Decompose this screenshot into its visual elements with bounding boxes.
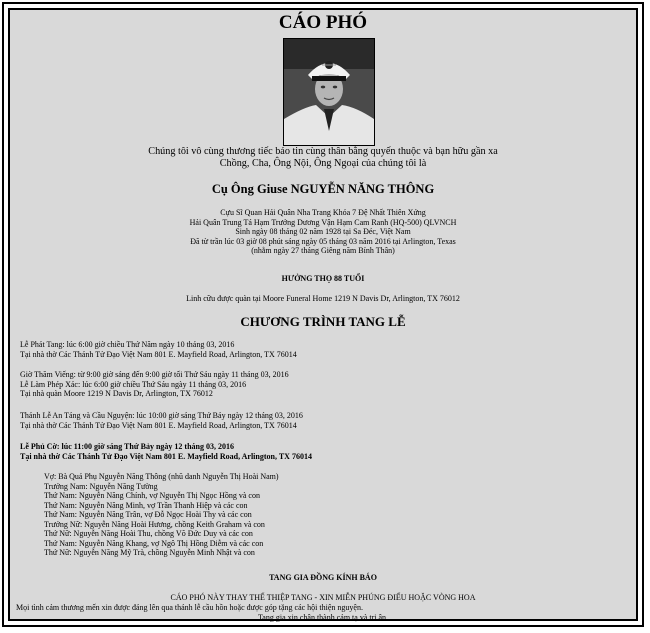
intro-line-2: Chồng, Cha, Ông Nội, Ông Ngoại của chúng tôi là	[219, 158, 427, 169]
family-list	[44, 472, 626, 558]
program-title: CHƯƠNG TRÌNH TANG LỄ	[240, 314, 406, 329]
program-item	[20, 370, 626, 399]
program-line: Giờ Thăm Viếng: từ 9:00 giờ sáng đến 9:00 giờ tối Thứ Sáu ngày 11 tháng 03, 2016	[20, 370, 289, 379]
family-member: Thứ Nam: Nguyễn Năng Minh, vợ Trần Thanh Hiệp và các con	[44, 500, 248, 510]
program-line: Tại nhà quàn Moore 1219 N Davis Dr, Arlington, TX 76012	[20, 389, 213, 398]
program-line: Lễ Làm Phép Xác: lúc 6:00 giờ chiều Thứ Sáu ngày 11 tháng 03, 2016	[20, 379, 247, 389]
family-member: Trưởng Nam: Nguyễn Năng Tường	[44, 481, 158, 491]
page-title: CÁO PHÓ	[278, 12, 368, 33]
obituary-frame-inner	[8, 8, 638, 621]
program-line: Tại nhà thờ Các Thánh Tử Đạo Việt Nam 801 E. Mayfield Road, Arlington, TX 76014	[20, 349, 297, 359]
closing-line-2: Mọi tình cảm thương mến xin được đáng lên qua thánh lễ cầu hồn hoặc được góp tặng các hội thiện nguyện.	[16, 603, 363, 612]
program-line: Lễ Phủ Cờ: lúc 11:00 giờ sáng Thứ Bảy ngày 12 tháng 03, 2016	[20, 442, 234, 451]
closing-line-1: CÁO PHÓ NÀY THAY THẾ THIỆP TANG - XIN MIỄN PHÚNG ĐIẾU HOẶC VÒNG HOA	[170, 593, 476, 602]
family-member: Thứ Nam: Nguyễn Năng Chính, vợ Nguyễn Thị Ngọc Hồng và con	[44, 491, 260, 500]
bio-line: (nhằm ngày 27 tháng Giêng năm Bính Thân)	[251, 246, 395, 255]
obituary-frame-outer	[2, 2, 644, 627]
bio-line: Cựu Sĩ Quan Hải Quân Nha Trang Khóa 7 Đệ Nhất Thiên Xứng	[220, 208, 426, 217]
program-line: Tại nhà thờ Các Thánh Tử Đạo Việt Nam 801 E. Mayfield Road, Arlington, TX 76014	[20, 451, 312, 461]
age-line: HƯỞNG THỌ 88 TUỔI	[281, 274, 365, 283]
family-member: Thứ Nam: Nguyễn Năng Khang, vợ Ngô Thị Hồng Diễm và các con	[44, 538, 264, 548]
bio-line: Đã từ trần lúc 03 giờ 08 phút sáng ngày 05 tháng 03 năm 2016 tại Arlington, Texas	[190, 236, 456, 246]
intro-line-1: Chúng tôi vô cùng thương tiếc báo tin cùng thân bằng quyến thuộc và bạn hữu gần xa	[148, 146, 498, 157]
closing-title: TANG GIA ĐỒNG KÍNH BÁO	[269, 573, 377, 582]
program-line: Thánh Lễ An Táng và Cầu Nguyện: lúc 10:00 giờ sáng Thứ Bảy ngày 12 tháng 03, 2016	[20, 411, 303, 420]
program-line: Tại nhà thờ Các Thánh Tử Đạo Việt Nam 801 E. Mayfield Road, Arlington, TX 76014	[20, 420, 297, 430]
portrait-image	[284, 39, 374, 145]
program-item	[20, 340, 626, 359]
viewing-location: Linh cữu được quàn tại Moore Funeral Home 1219 N Davis Dr, Arlington, TX 76012	[186, 294, 460, 303]
family-member: Thứ Nữ: Nguyễn Năng Mỹ Trà, chồng Nguyễn Minh Nhật và con	[44, 548, 255, 557]
family-member: Thứ Nam: Nguyễn Năng Trân, vợ Đỗ Ngọc Hoài Thy và các con	[44, 510, 252, 519]
intro-text	[10, 146, 636, 170]
program-item	[20, 411, 626, 430]
bio-line: Hải Quân Trung Tá Hạm Trưởng Dương Vận Hạm Cam Ranh (HQ-500) QLVNCH	[189, 217, 457, 227]
program-item	[20, 442, 626, 461]
portrait-photo	[283, 38, 375, 146]
bio-block	[10, 208, 636, 256]
family-member: Vợ: Bà Quả Phụ Nguyễn Năng Thông (nhũ danh Nguyễn Thị Hoài Nam)	[44, 472, 279, 481]
program-line: Lễ Phát Tang: lúc 6:00 giờ chiều Thứ Năm ngày 10 tháng 03, 2016	[20, 340, 235, 349]
closing-line-3: Tang gia xin chân thành cảm tạ và tri ân.	[257, 613, 389, 622]
bio-line: Sinh ngày 08 tháng 02 năm 1928 tại Sa Đéc, Việt Nam	[235, 227, 411, 236]
family-member: Thứ Nữ: Nguyễn Năng Hoài Thu, chồng Võ Đức Duy và các con	[44, 529, 253, 538]
deceased-name: Cụ Ông Giuse NGUYỄN NĂNG THÔNG	[211, 182, 435, 196]
family-member: Trưởng Nữ: Nguyễn Năng Hoài Hương, chồng Keith Graham và con	[44, 519, 265, 529]
